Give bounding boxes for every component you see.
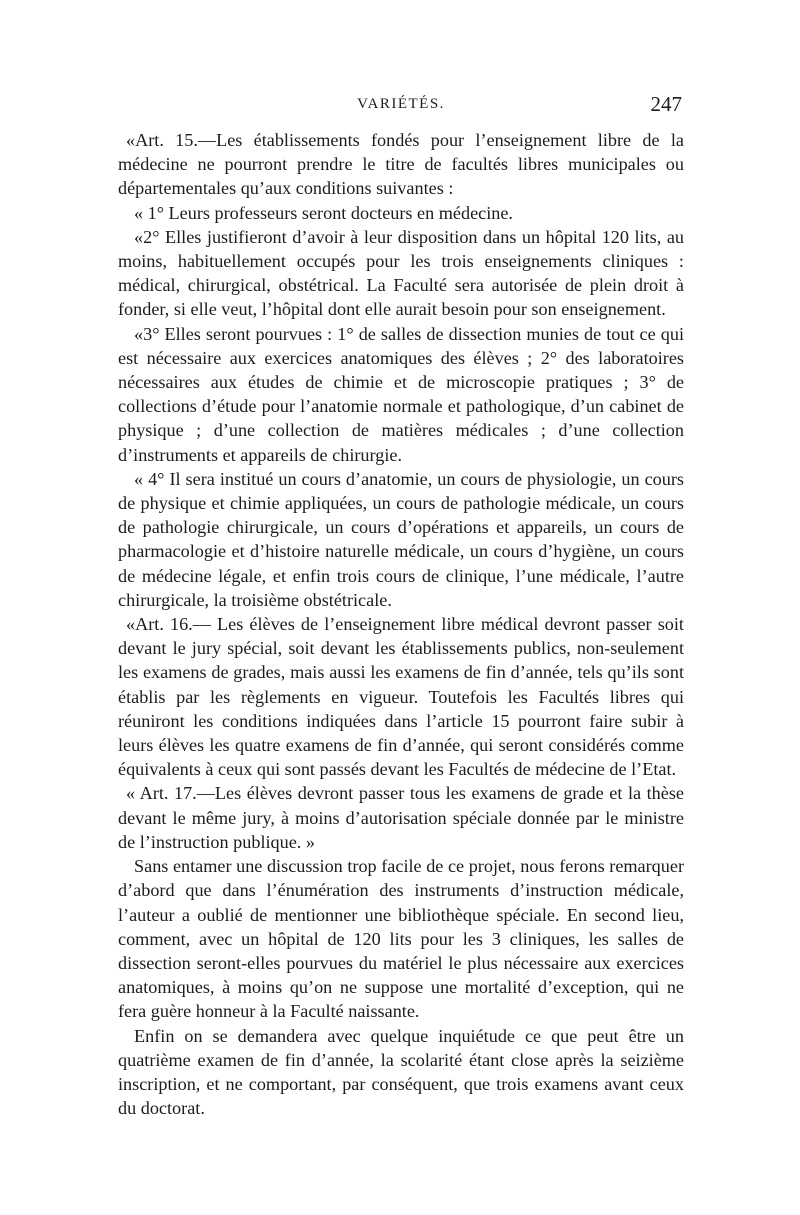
paragraph-art-17: « Art. 17.—Les élèves devront passer tous les examens de grade et la thèse devant le même jury, à moins d’autorisation spéciale donnée par le ministre de l’instruction publique. » bbox=[118, 783, 684, 852]
running-title: VARIÉTÉS. bbox=[357, 96, 445, 112]
paragraph-art-16: «Art. 16.— Les élèves de l’enseignement libre médical devront passer soit devant le jury spécial, soit devant les établissements publics, non-seulement les examens de grades, mais aussi les examens de fin d’année, tels qu’ils sont établis par les règlements en vigueur. Toutefois les Facultés libres qui réuniront les conditions indiquées dans l’article 15 pourront faire subir à leurs élèves les quatre examens de fin d’année, qui seront considérés comme équivalents à ceux qui sont passés devant les Facultés de médecine de l’Etat. bbox=[118, 614, 684, 780]
page bbox=[118, 92, 684, 1120]
body-text bbox=[118, 128, 684, 1120]
paragraph-art-15: «Art. 15.—Les établissements fondés pour l’enseignement libre de la médecine ne pourront prendre le titre de facultés libres municipales ou départementales qu’aux conditions suivantes : bbox=[118, 130, 684, 199]
paragraph-condition-4: « 4° Il sera institué un cours d’anatomie, un cours de physiologie, un cours de physique et chimie appliquées, un cours de pathologie médicale, un cours de pathologie chirurgicale, un cours d’opérations et appareils, un cours de pharmacologie et d’histoire naturelle médicale, un cours d’hygiène, un cours de médecine légale, et enfin trois cours de clinique, l’une médicale, l’autre chirurgicale, la troisième obstétricale. bbox=[118, 468, 684, 610]
paragraph-condition-1: « 1° Leurs professeurs seront docteurs en médecine. bbox=[134, 202, 513, 223]
paragraph-condition-2: «2° Elles justifieront d’avoir à leur disposition dans un hôpital 120 lits, au moins, habituellement occupés pour les trois enseignements cliniques : médical, chirurgical, obstétrical. La Faculté sera autorisée de plein droit à fonder, si elle veut, l’hôpital dont elle aurait besoin pour son enseignement. bbox=[118, 226, 684, 320]
paragraph-condition-3: «3° Elles seront pourvues : 1° de salles de dissection munies de tout ce qui est nécessaire aux exercices anatomiques des élèves ; 2° des laboratoires nécessaires aux études de chimie et de microscopie pratiques ; 3° de collections d’étude pour l’anatomie normale et pathologique, d’un cabinet de physique ; d’une collection de matières médicales ; d’une collection d’instruments et appareils de chirurgie. bbox=[118, 323, 684, 465]
paragraph-conclusion: Enfin on se demandera avec quelque inquiétude ce que peut être un quatrième examen de fin d’année, la scolarité étant close après la seizième inscription, et ne comportant, par conséquent, que trois examens avant ceux du doctorat. bbox=[118, 1025, 684, 1119]
page-header bbox=[118, 92, 684, 122]
paragraph-commentary: Sans entamer une discussion trop facile de ce projet, nous ferons remarquer d’abord que dans l’énumération des instruments d’instruction médicale, l’auteur a oublié de mentionner une bibliothèque spéciale. En second lieu, comment, avec un hôpital de 120 lits pour les 3 cliniques, les salles de dissection seront-elles pourvues du matériel le plus nécessaire aux exercices anatomiques, à moins qu’on ne suppose une mortalité d’exception, qui ne fera guère honneur à la Faculté naissante. bbox=[118, 856, 684, 1022]
page-number: 247 bbox=[650, 92, 682, 116]
